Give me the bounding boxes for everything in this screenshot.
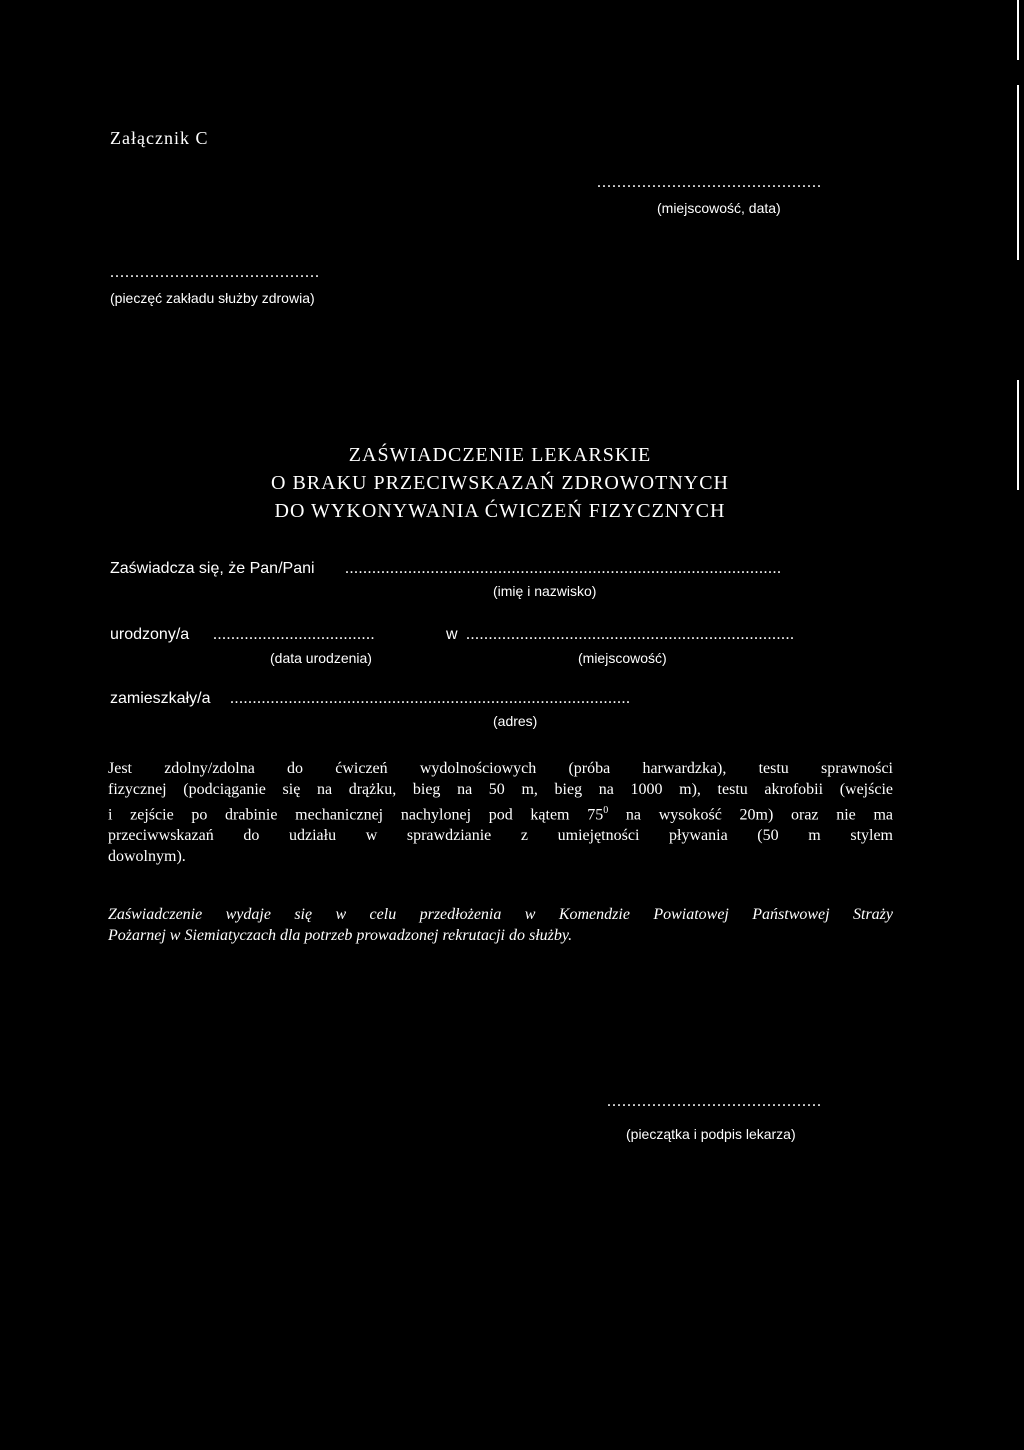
address-label: (adres) (493, 713, 538, 729)
address-dots: ......................................................................................... (230, 690, 631, 707)
place-date-dots: ............................................. (597, 174, 822, 191)
fitness-line-1: Jest zdolny/zdolna do ćwiczeń wydolnościowych (próba harwardzka), testu sprawności (108, 760, 893, 777)
birth-date-dots: .................................... (213, 626, 375, 643)
name-field-dots: ................................................................................................. (345, 560, 782, 577)
born-text: urodzony/a (110, 626, 190, 643)
degree-mark: 0 (603, 805, 609, 816)
fitness-line-2: fizycznej (podciąganie się na drążku, bieg na 50 m, bieg na 1000 m), testu akrofobii (wejście (108, 781, 893, 798)
certify-text: Zaświadcza się, że Pan/Pani (110, 560, 315, 577)
purpose-statement (108, 904, 893, 946)
signature-label: (pieczątka i podpis lekarza) (626, 1126, 796, 1142)
fitness-line-3-start: i zejście po drabinie mechanicznej nachylonej pod kątem 75 (108, 806, 604, 824)
birth-place-label: (miejscowość) (578, 650, 667, 666)
fitness-line-5: dowolnym). (108, 848, 186, 866)
fitness-line-4: przeciwwskazań do udziału w sprawdzianie z umiejętności pływania (50 m stylem (108, 827, 893, 845)
born-w: w (446, 626, 458, 643)
stamp-label: (pieczęć zakładu służby zdrowia) (110, 290, 315, 306)
residence-text: zamieszkały/a (110, 690, 211, 707)
fitness-line-3 (108, 800, 893, 825)
signature-dots: ........................................... (607, 1093, 822, 1110)
purpose-line-2: Pożarnej w Siemiatyczach dla potrzeb prowadzonej rekrutacji do służby. (108, 927, 573, 944)
document-title-line-2: O BRAKU PRZECIWSKAZAŃ ZDROWOTNYCH (271, 472, 729, 494)
scan-edge-line-mid (1017, 85, 1019, 260)
place-date-label: (miejscowość, data) (657, 200, 781, 216)
stamp-dots: .......................................... (110, 264, 320, 281)
birth-place-dots: ......................................................................... (466, 626, 795, 643)
annex-label: Załącznik C (110, 128, 209, 148)
name-field-label: (imię i nazwisko) (493, 583, 597, 599)
purpose-line-1: Zaświadczenie wydaje się w celu przedłożenia w Komendzie Powiatowej Państwowej Straży (108, 906, 893, 923)
fitness-line-3-end: na wysokość 20m) oraz nie ma (608, 806, 894, 824)
document-title-line-1: ZAŚWIADCZENIE LEKARSKIE (348, 444, 652, 466)
scan-edge-line-top (1017, 0, 1019, 60)
scan-edge-line-low (1017, 380, 1019, 490)
fitness-statement (108, 758, 893, 867)
birth-date-label: (data urodzenia) (270, 650, 372, 666)
document-title-line-3: DO WYKONYWANIA ĆWICZEŃ FIZYCZNYCH (274, 500, 726, 522)
